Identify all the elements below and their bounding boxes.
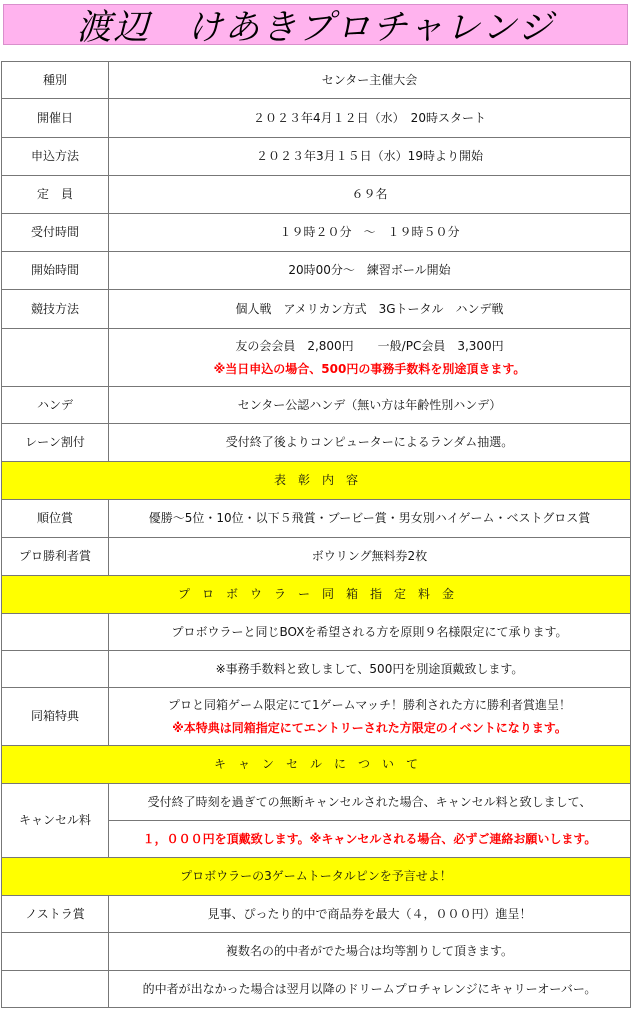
row-label: 定 員 <box>2 176 109 214</box>
cancel-note: １，０００円を頂戴致します。※キャンセルされる場合、必ずご連絡お願いします。 <box>109 821 631 858</box>
table-row <box>2 214 631 252</box>
row-label: 競技方法 <box>2 290 109 329</box>
table-row <box>2 176 631 214</box>
row-value <box>109 329 631 387</box>
section-cancel-title: キ ャ ン セ ル に つ い て <box>2 746 631 784</box>
table-row <box>2 784 631 821</box>
table-row <box>2 933 631 971</box>
row-value: ボウリング無料券2枚 <box>109 538 631 576</box>
section-awards-title: 表 彰 内 容 <box>2 462 631 500</box>
row-value: 的中者が出なかった場合は翌月以降のドリームプロチャレンジにキャリーオーバー。 <box>109 971 631 1008</box>
table-row <box>2 614 631 651</box>
row-label: ハンデ <box>2 387 109 424</box>
section-header <box>2 858 631 896</box>
row-label: レーン割付 <box>2 424 109 462</box>
row-label: 順位賞 <box>2 500 109 538</box>
table-row <box>2 329 631 387</box>
perk-text: プロと同箱ゲーム限定にて1ゲームマッチ！勝利された方に勝利者賞進呈！ <box>168 697 571 712</box>
row-label <box>2 329 109 387</box>
row-value: 見事、ぴったり的中で商品券を最大（４，０００円）進呈！ <box>109 896 631 933</box>
row-value: 受付終了時刻を過ぎての無断キャンセルされた場合、キャンセル料と致しまして、 <box>109 784 631 821</box>
row-label: 種別 <box>2 62 109 99</box>
row-label: 申込方法 <box>2 138 109 176</box>
table-row <box>2 62 631 99</box>
row-label: 開始時間 <box>2 252 109 290</box>
row-label: 開催日 <box>2 99 109 138</box>
table-row <box>2 387 631 424</box>
row-label: 受付時間 <box>2 214 109 252</box>
row-value <box>109 688 631 746</box>
row-value: 優勝～5位・10位・以下５飛賞・ブービー賞・男女別ハイゲーム・ベストグロス賞 <box>109 500 631 538</box>
table-row <box>2 424 631 462</box>
row-value: ２０２３年3月１５日（水）19時より開始 <box>109 138 631 176</box>
page-title: 渡辺 けあきプロチャレンジ <box>3 4 628 45</box>
row-value: １９時２０分 ～ １９時５０分 <box>109 214 631 252</box>
section-header <box>2 462 631 500</box>
row-value: センター主催大会 <box>109 62 631 99</box>
row-label <box>2 614 109 651</box>
row-label: キャンセル料 <box>2 784 109 858</box>
row-value: 受付終了後よりコンピューターによるランダム抽選。 <box>109 424 631 462</box>
event-info-table <box>1 61 631 1008</box>
row-value: ２０２３年4月１２日（水） 20時スタート <box>109 99 631 138</box>
row-label: 同箱特典 <box>2 688 109 746</box>
section-header <box>2 576 631 614</box>
table-row <box>2 138 631 176</box>
row-label <box>2 933 109 971</box>
row-value: ※事務手数料と致しまして、500円を別途頂戴致します。 <box>109 651 631 688</box>
row-label: プロ勝利者賞 <box>2 538 109 576</box>
row-label: ノストラ賞 <box>2 896 109 933</box>
section-samebox-title: プ ロ ボ ウ ラ ー 同 箱 指 定 料 金 <box>2 576 631 614</box>
table-row <box>2 252 631 290</box>
table-row <box>2 290 631 329</box>
table-row <box>2 896 631 933</box>
row-value: 20時00分～ 練習ボール開始 <box>109 252 631 290</box>
row-value: ６９名 <box>109 176 631 214</box>
table-row <box>2 99 631 138</box>
row-value: プロボウラーと同じBOXを希望される方を原則９名様限定にて承ります。 <box>109 614 631 651</box>
table-row <box>2 500 631 538</box>
row-value: 複数名の的中者がでた場合は均等割りして頂きます。 <box>109 933 631 971</box>
row-value: センター公認ハンデ（無い方は年齢性別ハンデ） <box>109 387 631 424</box>
fee-note: ※当日申込の場合、500円の事務手数料を別途頂きます。 <box>213 362 526 376</box>
table-row <box>2 688 631 746</box>
row-label <box>2 971 109 1008</box>
perk-note: ※本特典は同箱指定にてエントリーされた方限定のイベントになります。 <box>172 721 567 735</box>
section-header <box>2 746 631 784</box>
row-label <box>2 651 109 688</box>
row-value: 個人戦 アメリカン方式 3Gトータル ハンデ戦 <box>109 290 631 329</box>
table-row <box>2 651 631 688</box>
fee-text: 友の会会員 2,800円 一般/PC会員 3,300円 <box>235 338 504 353</box>
table-row <box>2 538 631 576</box>
section-predict-title: プロボウラーの3ゲームトータルピンを予言せよ！ <box>2 858 631 896</box>
table-row <box>2 971 631 1008</box>
